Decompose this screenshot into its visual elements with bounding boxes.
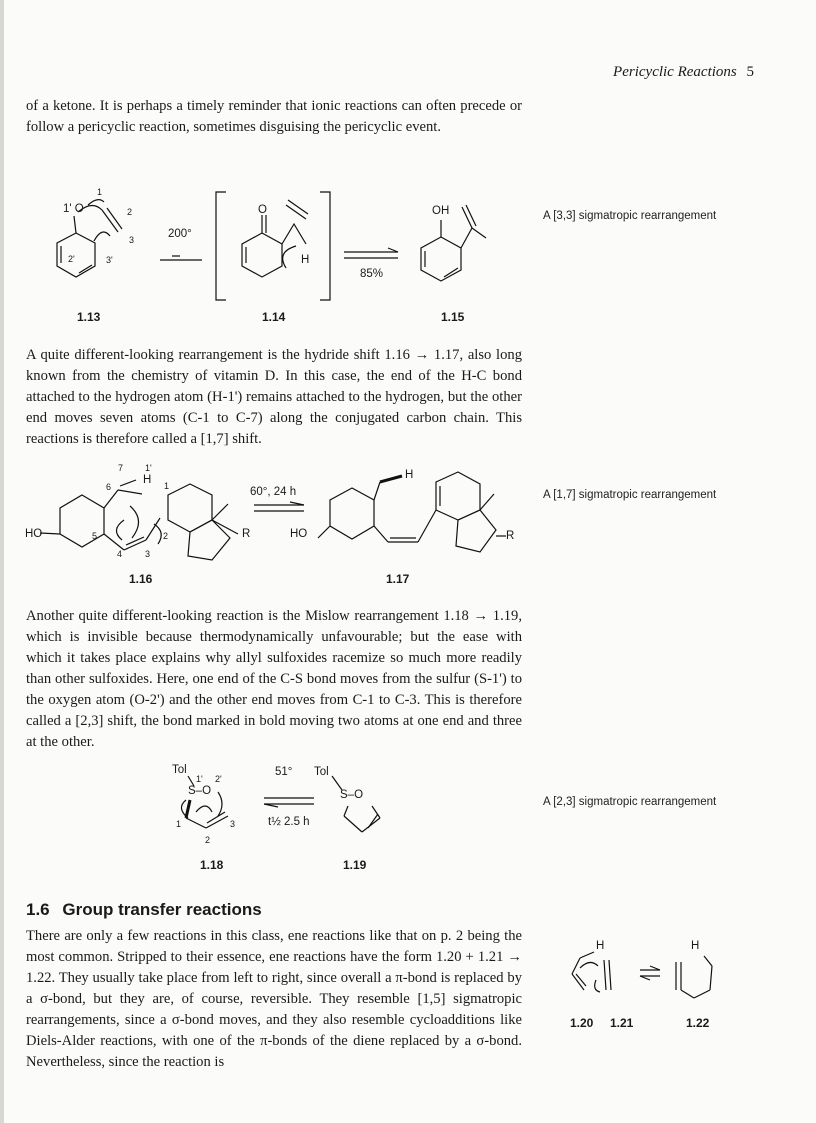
sidenote-2-3-sigmatropic: A [2,3] sigmatropic rearrangement xyxy=(543,796,717,808)
atom-num-2p-o: 2' xyxy=(215,774,222,784)
atom-h-1-17: H xyxy=(405,469,414,481)
yield-85: 85% xyxy=(360,268,384,280)
atom-num-3p: 3' xyxy=(106,255,113,265)
compound-1-13: 1.13 xyxy=(77,310,101,324)
atom-num-7: 7 xyxy=(118,463,124,473)
atom-num-2-m: 2 xyxy=(205,835,211,845)
atom-num-4: 4 xyxy=(117,549,123,559)
section-title: Group transfer reactions xyxy=(62,900,262,919)
atom-num-6: 6 xyxy=(106,482,112,492)
atom-1p-o: 1' O xyxy=(63,203,84,215)
atom-num-3-m: 3 xyxy=(230,819,236,829)
atom-num-5: 5 xyxy=(92,531,98,541)
atom-oh: OH xyxy=(432,205,450,217)
running-title: Pericyclic Reactions xyxy=(613,64,737,80)
atom-so-1-18: S–O xyxy=(188,785,212,797)
atom-num-2-c: 2 xyxy=(163,531,169,541)
compound-1-18: 1.18 xyxy=(200,858,224,872)
condition-200: 200° xyxy=(168,228,192,240)
section-number: 1.6 xyxy=(26,900,50,919)
compound-1-21: 1.21 xyxy=(610,1016,634,1030)
atom-num-1: 1 xyxy=(97,187,103,197)
compound-1-17: 1.17 xyxy=(386,572,410,586)
atom-num-1-c: 1 xyxy=(164,481,170,491)
compound-1-15: 1.15 xyxy=(441,310,465,324)
compound-1-14: 1.14 xyxy=(262,310,286,324)
compound-1-20: 1.20 xyxy=(570,1016,594,1030)
atom-num-3-c: 3 xyxy=(145,549,151,559)
atom-num-1p: 1' xyxy=(145,463,152,473)
sidenote-3-3-sigmatropic: A [3,3] sigmatropic rearrangement xyxy=(543,210,717,222)
atom-so-1-19: S–O xyxy=(340,789,364,801)
paragraph-hydride-shift: A quite different-looking rearrangement is the hydride shift 1.16 → 1.17, also long known from the chemistry of vitamin D. In this case, the end of the H-C bond attached to the hydrogen atom (H-1') remains attached to the hydrogen, but the other end moves seven atoms (C-1 to C-7) along the conjugated carbon chain. This reactions is therefore called a [1,7] shift. xyxy=(26,347,522,447)
condition-51: 51° xyxy=(275,766,293,778)
atom-ho-1-17: HO xyxy=(290,528,308,540)
atom-o-1-14: O xyxy=(258,204,267,216)
compound-1-19: 1.19 xyxy=(343,858,367,872)
atom-h-1-14: H xyxy=(301,254,310,266)
atom-num-2p: 2' xyxy=(68,254,75,264)
paragraph-ketone: of a ketone. It is perhaps a timely reminder that ionic reactions can often precede or follow a pericyclic reaction, sometimes disguising the pericyclic event. xyxy=(26,98,522,135)
atom-num-1p-s: 1' xyxy=(196,774,203,784)
atom-tol-1-19: Tol xyxy=(314,766,329,778)
atom-num-3: 3 xyxy=(129,235,135,245)
compound-1-22: 1.22 xyxy=(686,1016,710,1030)
atom-ho-1-16: HO xyxy=(25,528,43,540)
condition-60-24h: 60°, 24 h xyxy=(250,486,297,498)
atom-r-1-17: R xyxy=(506,530,515,542)
atom-r-1-16: R xyxy=(242,528,251,540)
sidenote-1-7-sigmatropic: A [1,7] sigmatropic rearrangement xyxy=(543,489,717,501)
compound-1-16: 1.16 xyxy=(129,572,153,586)
atom-num-2: 2 xyxy=(127,207,133,217)
page-number: 5 xyxy=(746,64,754,80)
atom-h-1-16: H xyxy=(143,474,152,486)
paragraph-mislow: Another quite different-looking reaction is the Mislow rearrangement 1.18 → 1.19, which is invisible because thermodynamically unfavourable; but the ease with which it takes place explains why allyl sulfoxides racemize so much more readily than other sulfoxides. Here, one end of the C-S bond moves from the sulfur (S-1') to the oxygen atom (O-2') and the other end moves from C-1 to C-3. This is therefore called a [2,3] shift, the bond marked in bold moving two atoms at one end and three at the other. xyxy=(26,608,522,750)
paragraph-ene-reactions: There are only a few reactions in this class, ene reactions like that on p. 2 being the most common. Stripped to their essence, ene reactions have the form 1.20 + 1.21 → 1.22. They usually take place from left to right, since overall a π-bond is replaced by a σ-bond, but they are, of course, reversible. They resemble [1,5] sigmatropic rearrangements, since a σ-bond moves, and they also resemble cycloadditions like Diels-Alder reactions, with one of the π-bonds of the diene replaced by a σ-bond. Nevertheless, since the reaction is xyxy=(26,928,522,1070)
atom-h-1-22: H xyxy=(691,940,700,952)
condition-half-life: t½ 2.5 h xyxy=(268,816,310,828)
atom-num-1-m: 1 xyxy=(176,819,182,829)
atom-h-1-20: H xyxy=(596,940,605,952)
atom-tol-1-18: Tol xyxy=(172,764,187,776)
